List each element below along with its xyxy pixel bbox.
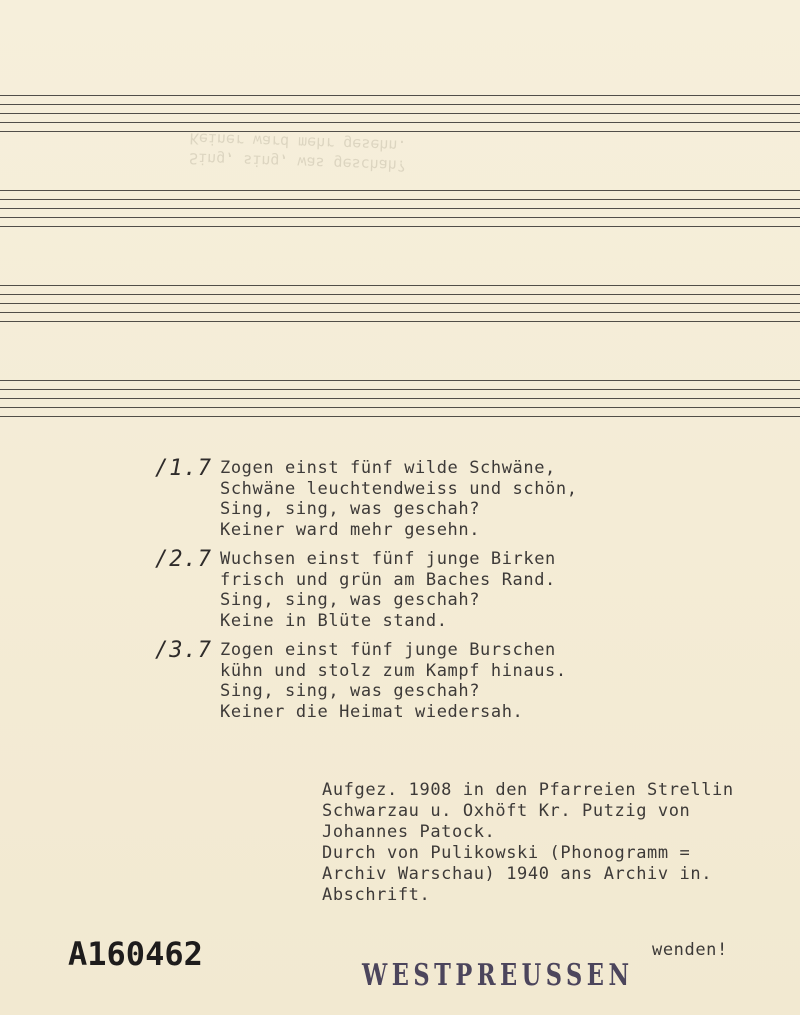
- verse-text: [220, 640, 567, 722]
- verse-number: /2.7: [155, 547, 212, 572]
- verse-text: [220, 458, 578, 540]
- verse-line: Sing, sing, was geschah?: [220, 499, 481, 519]
- note-line: Archiv Warschau) 1940 ans Archiv in.: [322, 864, 713, 884]
- verse-line: frisch und grün am Baches Rand.: [220, 569, 556, 590]
- verse-number: /3.7: [155, 638, 212, 663]
- verse-number: /1.7: [155, 456, 212, 481]
- note-line: Schwarzau u. Oxhöft Kr. Putzig von: [322, 801, 691, 821]
- verse-line: Zogen einst fünf wilde Schwäne,: [220, 458, 556, 478]
- provenance-note: [322, 780, 800, 906]
- verse-line: Keine in Blüte stand.: [220, 610, 448, 631]
- verse-line: Wuchsen einst fünf junge Birken: [220, 549, 556, 569]
- region-stamp: WESTPREUSSEN: [362, 958, 634, 993]
- turn-page-note: wenden!: [652, 940, 728, 960]
- note-line: Aufgez. 1908 in den Pfarreien Strellin: [322, 780, 734, 800]
- verse-line: Zogen einst fünf junge Burschen: [220, 640, 556, 660]
- verse-line: kühn und stolz zum Kampf hinaus.: [220, 660, 567, 681]
- note-line: Abschrift.: [322, 885, 431, 905]
- verse-line: Keiner ward mehr gesehn.: [220, 519, 481, 540]
- verse-line: Keiner die Heimat wiedersah.: [220, 701, 524, 722]
- archive-number-stamp: A160462: [68, 935, 203, 973]
- verse-line: Sing, sing, was geschah?: [220, 681, 481, 701]
- verse-text: [220, 549, 556, 631]
- note-line: Johannes Patock.: [322, 822, 496, 842]
- note-line: Durch von Pulikowski (Phonogramm =: [322, 843, 691, 863]
- bleed-through-text: Sing, sing, was geschah? Keiner ward mehr gesehn.: [188, 129, 407, 175]
- verse-line: Sing, sing, was geschah?: [220, 590, 481, 610]
- verse-line: Schwäne leuchtendweiss und schön,: [220, 478, 578, 499]
